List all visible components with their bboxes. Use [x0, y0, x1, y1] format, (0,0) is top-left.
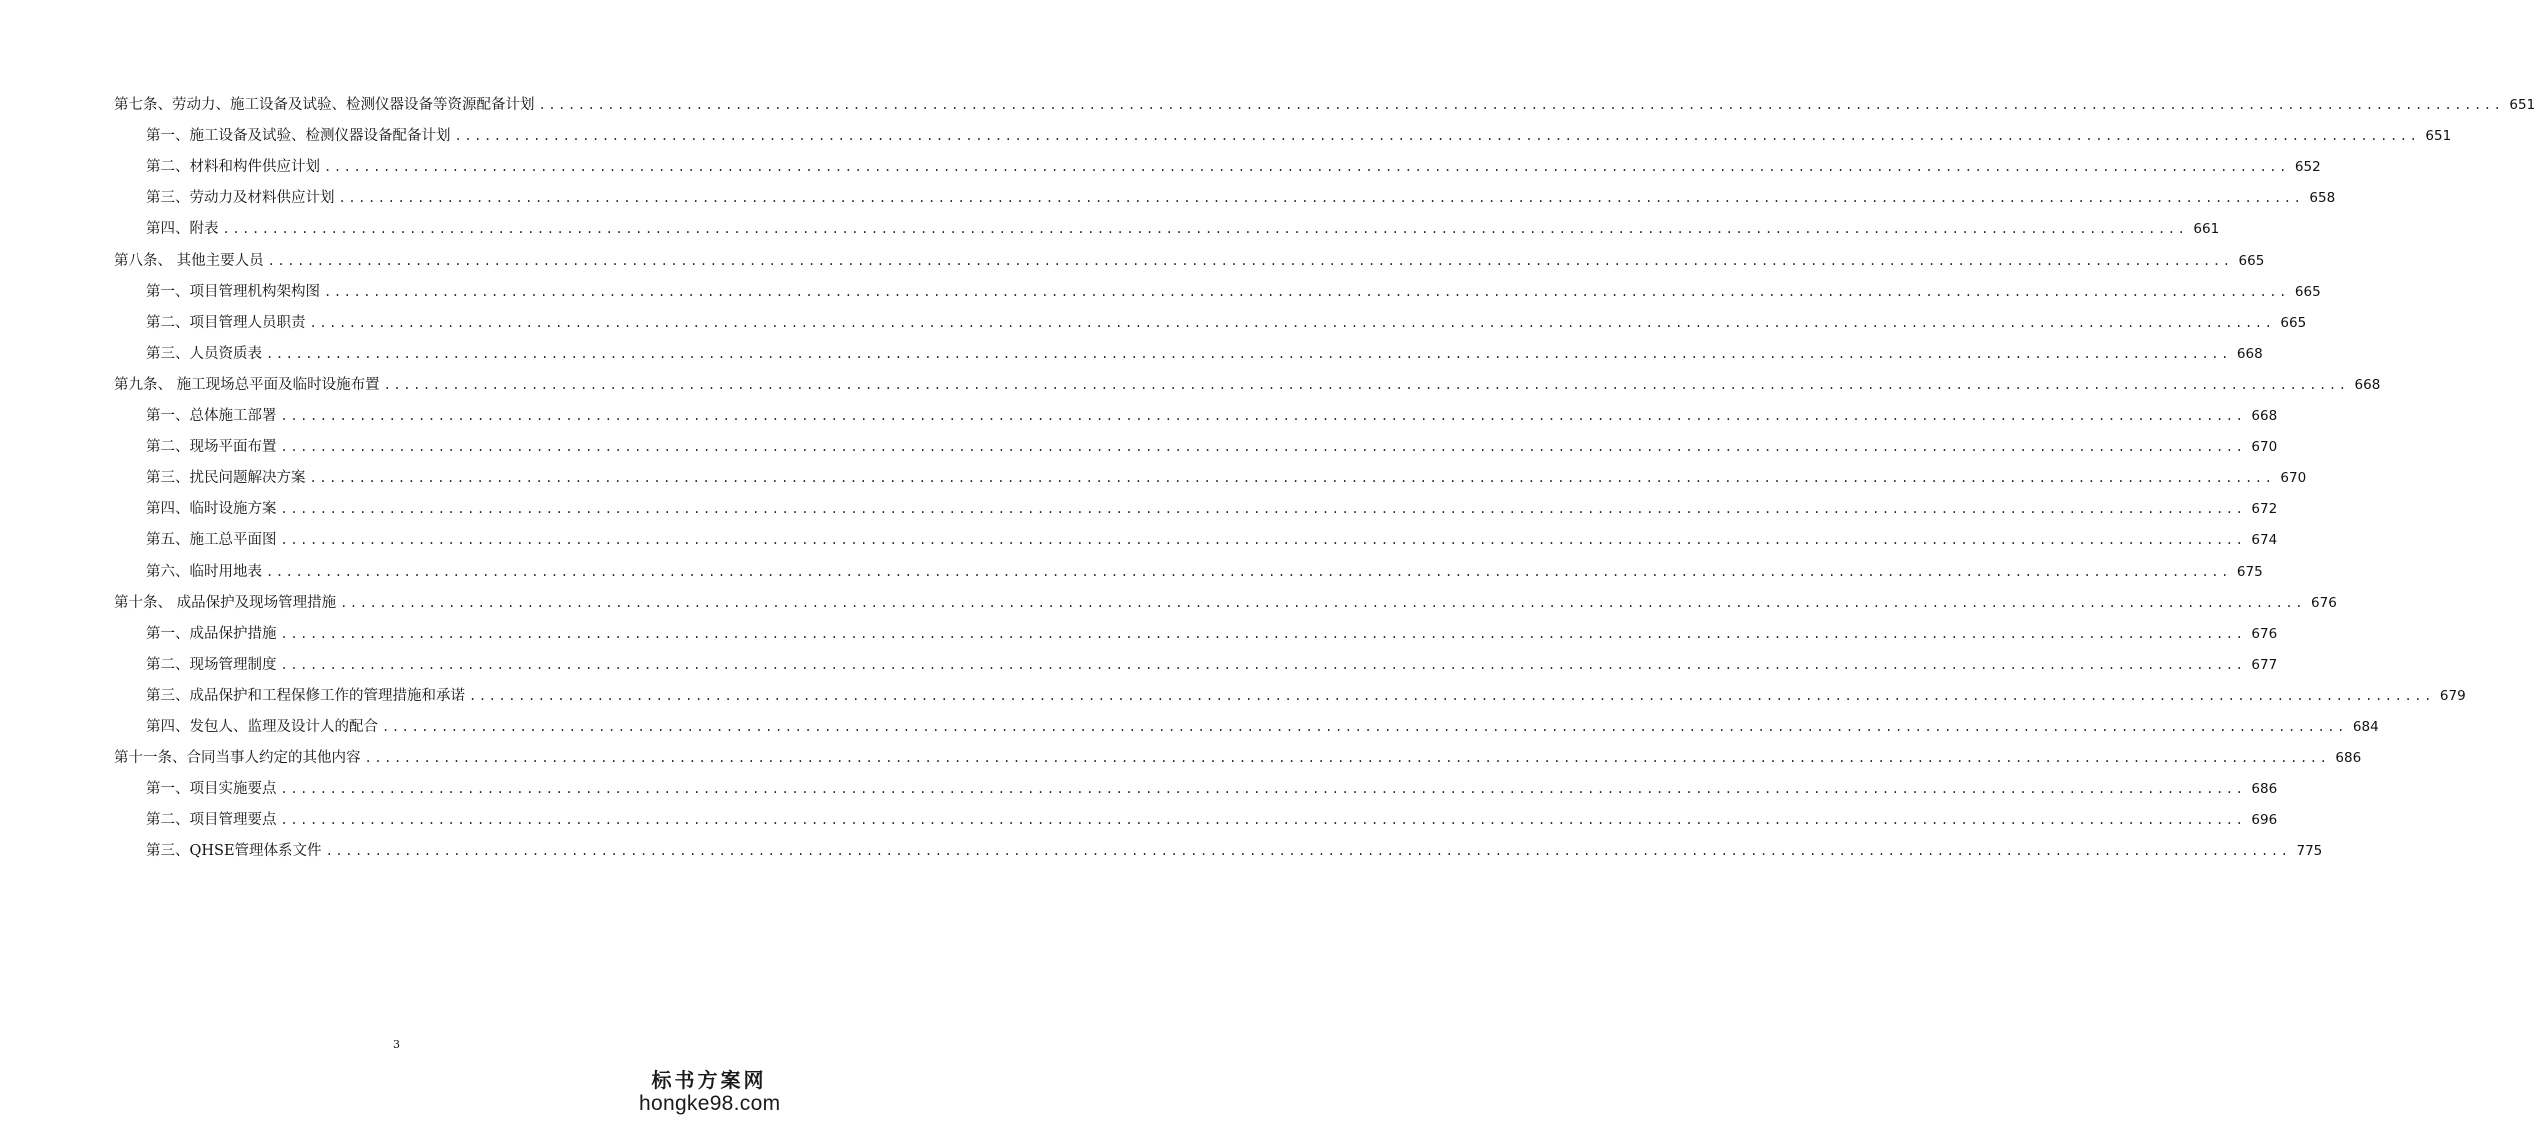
- toc-chapter-entry[interactable]: [114, 95, 2535, 115]
- toc-entry-title: 第一、成品保护措施: [146, 625, 277, 642]
- toc-entry-page: 686: [2335, 750, 2362, 767]
- toc-entry-title: 第三、人员资质表: [146, 345, 262, 362]
- toc-entry-title: 第一、施工设备及试验、检测仪器设备配备计划: [146, 128, 451, 145]
- toc-dot-leader: ........................................................................................................................................................................................................: [309, 471, 2275, 486]
- toc-section-entry[interactable]: [146, 810, 2278, 830]
- toc-entry-page: 661: [2193, 221, 2220, 238]
- toc-entry-title: 第十条、 成品保护及现场管理措施: [114, 594, 337, 611]
- toc-entry-title: 第十一条、合同当事人约定的其他内容: [114, 750, 361, 767]
- toc-entry-title: 第二、项目管理要点: [146, 812, 277, 829]
- toc-entry-title: 第八条、 其他主要人员: [114, 252, 264, 269]
- toc-entry-title: 第五、施工总平面图: [146, 532, 277, 549]
- toc-section-entry[interactable]: [146, 282, 2321, 302]
- toc-dot-leader: ........................................................................................................................................................................................................: [309, 315, 2275, 330]
- toc-dot-leader: ........................................................................................................................................................................................................: [266, 346, 2231, 361]
- toc-entry-title: 第四、附表: [146, 221, 219, 238]
- toc-entry-title: 第三、扰民问题解决方案: [146, 470, 306, 487]
- toc-section-entry[interactable]: [146, 468, 2307, 488]
- toc-entry-page: 686: [2251, 781, 2278, 798]
- toc-entry-title: 第九条、 施工现场总平面及临时设施布置: [114, 376, 380, 393]
- toc-entry-page: 668: [2251, 408, 2278, 424]
- toc-dot-leader: ........................................................................................................................................................................................................: [469, 688, 2434, 703]
- toc-entry-page: 696: [2251, 812, 2278, 829]
- toc-entry-page: 672: [2251, 501, 2278, 518]
- toc-dot-leader: ........................................................................................................................................................................................................: [280, 657, 2246, 672]
- toc-dot-leader: ........................................................................................................................................................................................................: [324, 160, 2289, 175]
- toc-dot-leader: ........................................................................................................................................................................................................: [222, 222, 2188, 237]
- toc-chapter-entry[interactable]: [114, 593, 2337, 613]
- toc-section-entry[interactable]: [146, 562, 2263, 582]
- toc-section-entry[interactable]: [146, 841, 2323, 861]
- toc-section-entry[interactable]: [146, 157, 2321, 177]
- toc-section-entry[interactable]: [146, 313, 2307, 333]
- toc-dot-leader: ........................................................................................................................................................................................................: [454, 129, 2420, 144]
- toc-dot-leader: ........................................................................................................................................................................................................: [340, 595, 2306, 610]
- toc-section-entry[interactable]: [146, 126, 2452, 146]
- toc-section-entry[interactable]: [146, 499, 2278, 519]
- toc-dot-leader: ........................................................................................................................................................................................................: [324, 284, 2289, 299]
- toc-entry-page: 670: [2280, 470, 2307, 487]
- watermark-logo: [639, 1068, 779, 1116]
- toc-entry-page: 676: [2251, 625, 2278, 642]
- toc-entry-page: 665: [2294, 283, 2321, 300]
- toc-entry-page: 652: [2294, 159, 2321, 176]
- watermark-domain-text: hongke98.com: [639, 1092, 781, 1115]
- toc-entry-title: 第三、劳动力及材料供应计划: [146, 190, 335, 207]
- watermark-chinese-text: 标书方案网: [651, 1068, 767, 1092]
- toc-entry-page: 665: [2280, 314, 2307, 331]
- toc-entry-title: 第一、项目实施要点: [146, 781, 277, 798]
- toc-chapter-entry[interactable]: [114, 375, 2381, 395]
- toc-dot-leader: ........................................................................................................................................................................................................: [538, 98, 2504, 112]
- toc-dot-leader: ........................................................................................................................................................................................................: [280, 533, 2246, 548]
- toc-dot-leader: ........................................................................................................................................................................................................: [266, 564, 2231, 579]
- toc-section-entry[interactable]: [146, 188, 2336, 208]
- toc-section-entry[interactable]: [146, 530, 2278, 550]
- toc-entry-title: 第一、总体施工部署: [146, 408, 277, 424]
- toc-section-entry[interactable]: [146, 686, 2466, 706]
- toc-dot-leader: ........................................................................................................................................................................................................: [280, 626, 2246, 641]
- toc-dot-leader: ........................................................................................................................................................................................................: [338, 191, 2304, 206]
- toc-section-entry[interactable]: [146, 344, 2263, 364]
- toc-dot-leader: ........................................................................................................................................................................................................: [382, 720, 2347, 734]
- toc-dot-leader: ........................................................................................................................................................................................................: [280, 440, 2246, 455]
- toc-entry-page: 668: [2354, 376, 2381, 393]
- toc-entry-title: 第六、临时用地表: [146, 563, 262, 580]
- toc-section-entry[interactable]: [146, 437, 2278, 457]
- toc-entry-page: 677: [2251, 656, 2278, 673]
- toc-section-entry[interactable]: [146, 779, 2278, 799]
- toc-dot-leader: ........................................................................................................................................................................................................: [280, 502, 2246, 517]
- toc-entry-title: 第二、现场管理制度: [146, 656, 277, 673]
- toc-entry-page: 658: [2309, 190, 2336, 207]
- toc-entry-title: 第四、发包人、监理及设计人的配合: [146, 719, 378, 735]
- page-number: 3: [393, 1038, 400, 1051]
- toc-entry-title: 第七条、劳动力、施工设备及试验、检测仪器设备等资源配备计划: [114, 97, 535, 113]
- toc-entry-title: 第二、材料和构件供应计划: [146, 159, 320, 176]
- toc-entry-title: 第三、QHSE管理体系文件: [146, 843, 322, 860]
- toc-dot-leader: ........................................................................................................................................................................................................: [383, 377, 2349, 392]
- toc-entry-page: 675: [2236, 563, 2263, 580]
- toc-entry-page: 775: [2296, 843, 2323, 860]
- toc-dot-leader: ........................................................................................................................................................................................................: [267, 253, 2233, 268]
- toc-entry-page: 651: [2425, 128, 2452, 145]
- toc-chapter-entry[interactable]: [114, 251, 2265, 271]
- toc-entry-page: 668: [2236, 345, 2263, 362]
- toc-section-entry[interactable]: [146, 406, 2278, 426]
- toc-chapter-entry[interactable]: [114, 748, 2362, 768]
- toc-dot-leader: ........................................................................................................................................................................................................: [280, 782, 2246, 797]
- toc-entry-title: 第二、现场平面布置: [146, 439, 277, 456]
- toc-dot-leader: ........................................................................................................................................................................................................: [364, 751, 2330, 766]
- toc-entry-page: 674: [2251, 532, 2278, 549]
- toc-entry-page: 684: [2352, 719, 2379, 735]
- toc-dot-leader: ........................................................................................................................................................................................................: [325, 844, 2291, 859]
- toc-entry-page: 665: [2238, 252, 2265, 269]
- toc-dot-leader: ........................................................................................................................................................................................................: [280, 813, 2246, 828]
- toc-entry-page: 670: [2251, 439, 2278, 456]
- toc-dot-leader: ........................................................................................................................................................................................................: [280, 409, 2246, 423]
- toc-entry-title: 第三、成品保护和工程保修工作的管理措施和承诺: [146, 687, 465, 704]
- toc-section-entry[interactable]: [146, 717, 2379, 737]
- toc-entry-page: 651: [2509, 97, 2535, 113]
- toc-section-entry[interactable]: [146, 655, 2278, 675]
- toc-entry-title: 第二、项目管理人员职责: [146, 314, 306, 331]
- toc-entry-page: 679: [2439, 687, 2466, 704]
- toc-entry-title: 第四、临时设施方案: [146, 501, 277, 518]
- toc-section-entry[interactable]: [146, 624, 2278, 644]
- toc-entry-page: 676: [2311, 594, 2337, 611]
- toc-section-entry[interactable]: [146, 219, 2220, 239]
- toc-entry-title: 第一、项目管理机构架构图: [146, 283, 320, 300]
